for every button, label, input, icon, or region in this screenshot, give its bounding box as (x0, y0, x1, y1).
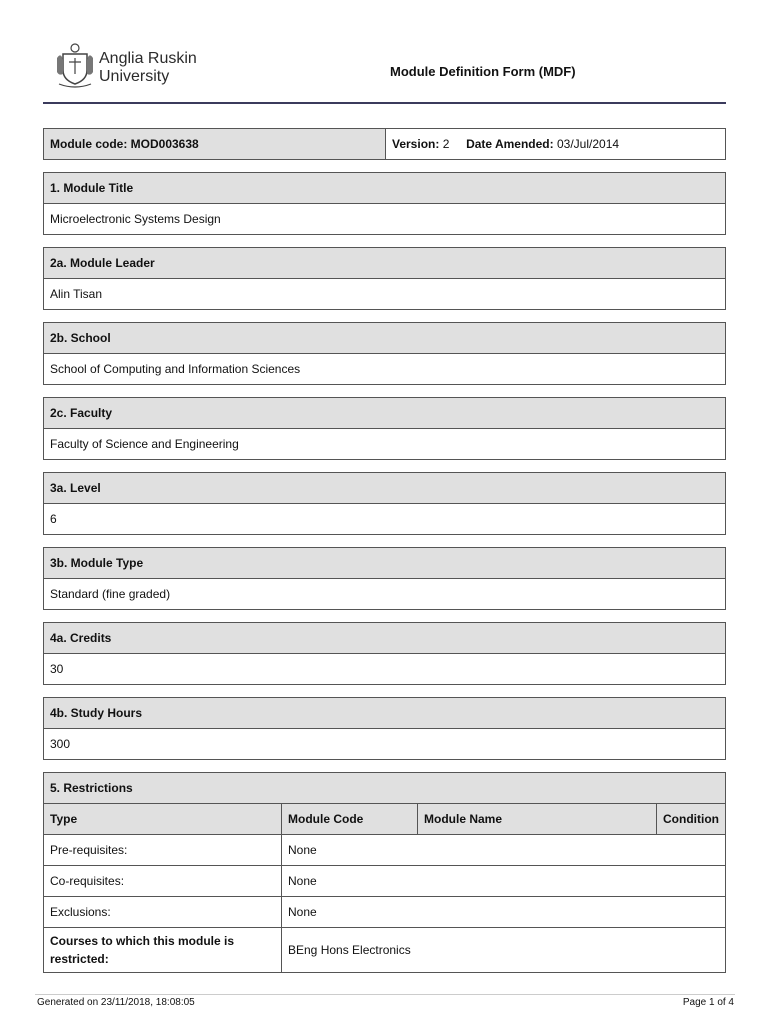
page-number: Page 1 of 4 (682, 997, 734, 1008)
section-module-type (43, 547, 726, 610)
section-heading: 3b. Module Type (44, 548, 725, 579)
table-header-row (44, 804, 725, 835)
date-label: Date Amended: (466, 137, 554, 151)
header-divider (43, 102, 726, 104)
section-level (43, 472, 726, 535)
section-module-title (43, 172, 726, 235)
section-credits (43, 622, 726, 685)
section-heading: 2c. Faculty (44, 398, 725, 429)
table-row (44, 928, 725, 973)
table-row (44, 866, 725, 897)
section-heading: 5. Restrictions (44, 773, 725, 804)
university-logo (55, 40, 215, 90)
footer-divider (35, 994, 735, 995)
restrictions-table (44, 804, 725, 972)
table-row (44, 835, 725, 866)
row-code: BEng Hons Electronics (282, 928, 726, 973)
column-header: Module Code (282, 804, 418, 835)
summary-box (43, 128, 726, 160)
section-heading: 1. Module Title (44, 173, 725, 204)
logo-line2: University (99, 68, 170, 85)
column-header: Type (44, 804, 282, 835)
section-value: 300 (50, 737, 71, 751)
date-value: 03/Jul/2014 (556, 137, 620, 151)
section-value: 6 (50, 512, 57, 526)
section-study-hours (43, 697, 726, 760)
section-heading: 3a. Level (44, 473, 725, 504)
row-type: Exclusions: (44, 897, 282, 928)
row-type: Co-requisites: (44, 866, 282, 897)
version-date (386, 129, 725, 159)
section-module-leader (43, 247, 726, 310)
form-title: Module Definition Form (MDF) (390, 64, 576, 79)
section-value: Alin Tisan (50, 287, 103, 301)
version-label: Version: (392, 137, 440, 151)
table-row (44, 897, 725, 928)
generated-timestamp: Generated on 23/11/2018, 18:08:05 (37, 997, 195, 1008)
section-value: Faculty of Science and Engineering (50, 437, 239, 451)
column-header: Condition (657, 804, 726, 835)
section-school (43, 322, 726, 385)
section-heading: 4b. Study Hours (44, 698, 725, 729)
module-code: Module code: MOD003638 (44, 129, 386, 159)
section-value: Standard (fine graded) (50, 587, 171, 601)
logo-line1: Anglia Ruskin (99, 50, 197, 67)
section-faculty (43, 397, 726, 460)
section-heading: 2b. School (44, 323, 725, 354)
row-code: None (282, 835, 726, 866)
crest-icon (55, 40, 95, 88)
section-heading: 4a. Credits (44, 623, 725, 654)
section-value: School of Computing and Information Sciences (50, 362, 301, 376)
section-heading: 2a. Module Leader (44, 248, 725, 279)
row-type: Courses to which this module is restricted: (44, 928, 282, 973)
column-header: Module Name (418, 804, 657, 835)
row-code: None (282, 897, 726, 928)
row-code: None (282, 866, 726, 897)
section-value: Microelectronic Systems Design (50, 212, 221, 226)
version-value: 2 (442, 137, 450, 151)
row-type: Pre-requisites: (44, 835, 282, 866)
section-value: 30 (50, 662, 64, 676)
section-restrictions (43, 772, 726, 973)
